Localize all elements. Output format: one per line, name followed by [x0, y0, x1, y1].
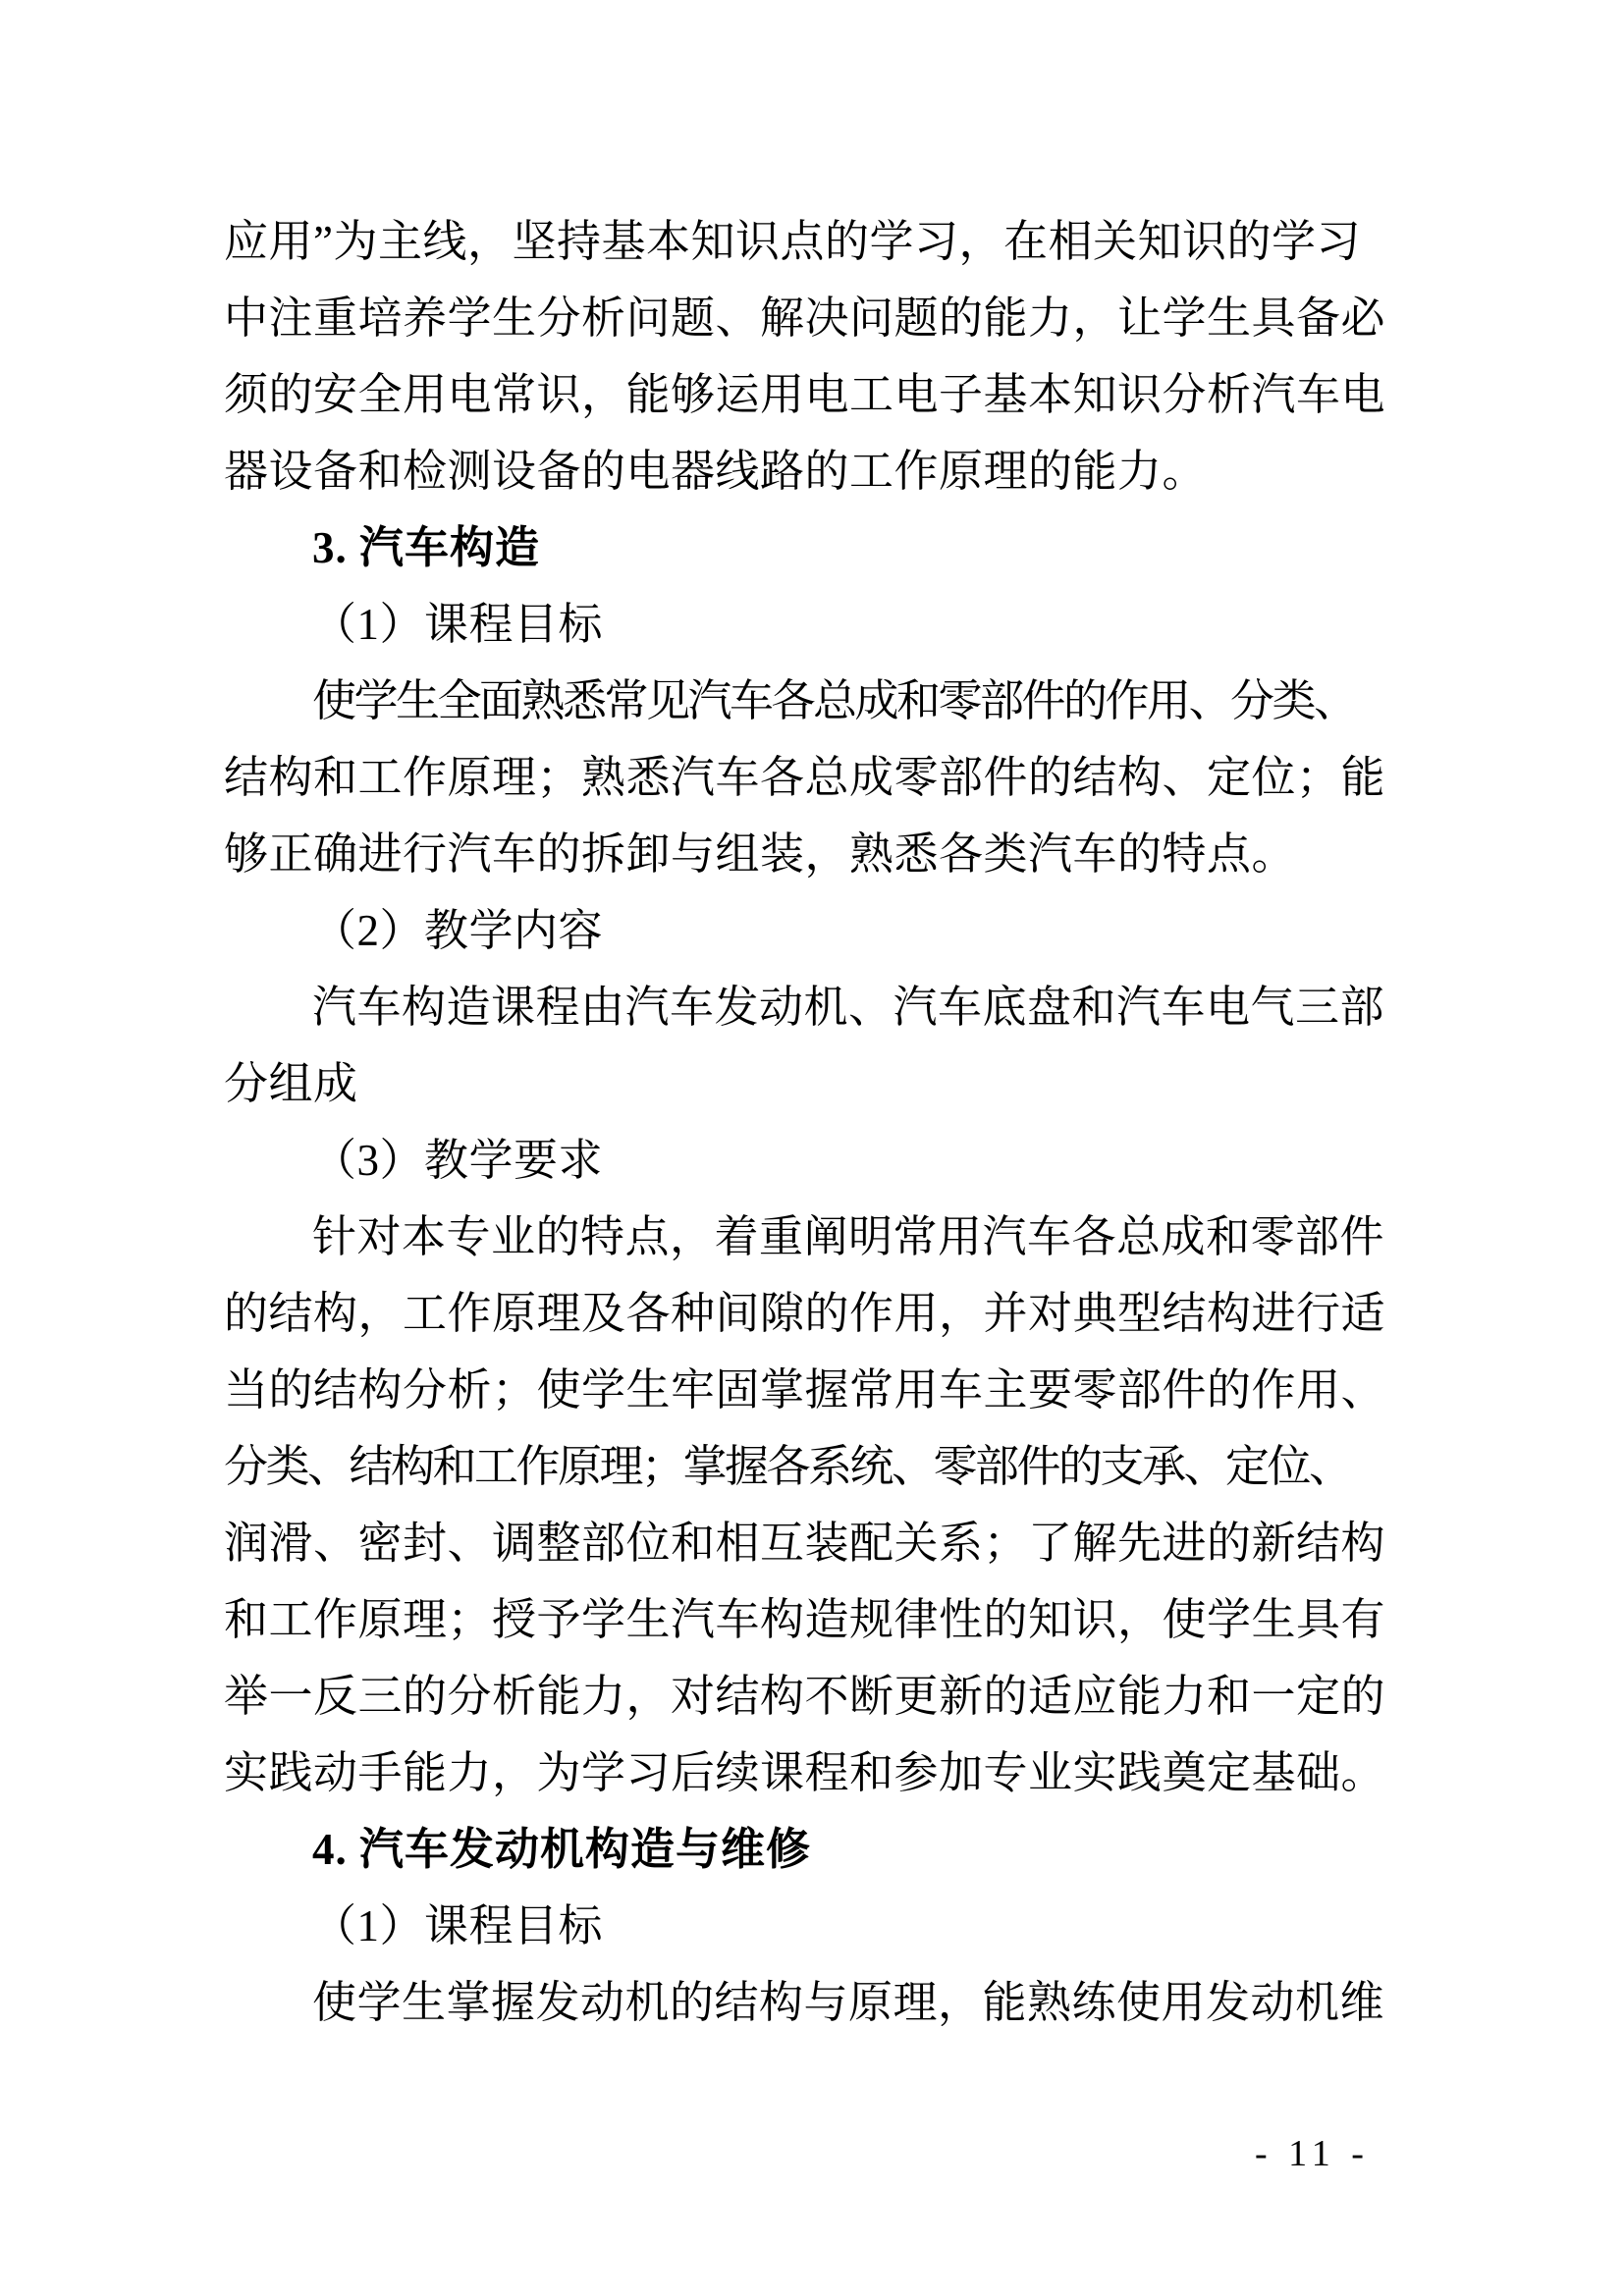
body-text-line: （1）课程目标 [312, 1901, 604, 1950]
body-text-line: 实践动手能力，为学习后续课程和参加专业实践奠定基础。 [224, 1748, 1386, 1797]
body-text-line: 分类、结构和工作原理；掌握各系统、零部件的支承、定位、 [224, 1442, 1351, 1491]
body-text-line: 分组成 [224, 1059, 358, 1108]
body-text-line: 当的结构分析；使学生牢固掌握常用车主要零部件的作用、 [224, 1365, 1386, 1415]
body-text-line: 器设备和检测设备的电器线路的工作原理的能力。 [224, 447, 1208, 496]
text-block [224, 203, 1386, 2041]
body-text-line: 举一反三的分析能力，对结构不断更新的适应能力和一定的 [224, 1672, 1386, 1721]
body-text-line: 使学生全面熟悉常见汽车各总成和零部件的作用、分类、 [312, 676, 1356, 725]
body-text-line: 使学生掌握发动机的结构与原理，能熟练使用发动机维 [312, 1978, 1385, 2027]
body-text-line: 应用”为主线，坚持基本知识点的学习，在相关知识的学习 [224, 217, 1361, 266]
body-text-line: 的结构，工作原理及各种间隙的作用，并对典型结构进行适 [224, 1289, 1386, 1338]
body-text-line: 须的安全用电常识，能够运用电工电子基本知识分析汽车电 [224, 370, 1386, 419]
body-text-line: （3）教学要求 [312, 1136, 604, 1185]
body-text-line: 够正确进行汽车的拆卸与组装，熟悉各类汽车的特点。 [224, 829, 1297, 879]
body-text-line: 中注重培养学生分析问题、解决问题的能力，让学生具备必 [224, 294, 1386, 343]
page-number: - 11 - [1255, 2133, 1370, 2174]
body-text-line: 针对本专业的特点，着重阐明常用汽车各总成和零部件 [312, 1212, 1385, 1261]
section-heading: 4. 汽车发动机构造与维修 [312, 1825, 812, 1874]
section-heading: 3. 汽车构造 [312, 523, 541, 572]
body-text-line: （2）教学内容 [312, 906, 604, 955]
body-text-line: （1）课程目标 [312, 600, 604, 649]
body-text-line: 和工作原理；授予学生汽车构造规律性的知识，使学生具有 [224, 1595, 1386, 1644]
body-text-line: 结构和工作原理；熟悉汽车各总成零部件的结构、定位；能 [224, 753, 1386, 802]
body-text-line: 润滑、密封、调整部位和相互装配关系；了解先进的新结构 [224, 1519, 1386, 1568]
body-text-line: 汽车构造课程由汽车发动机、汽车底盘和汽车电气三部 [312, 983, 1385, 1032]
